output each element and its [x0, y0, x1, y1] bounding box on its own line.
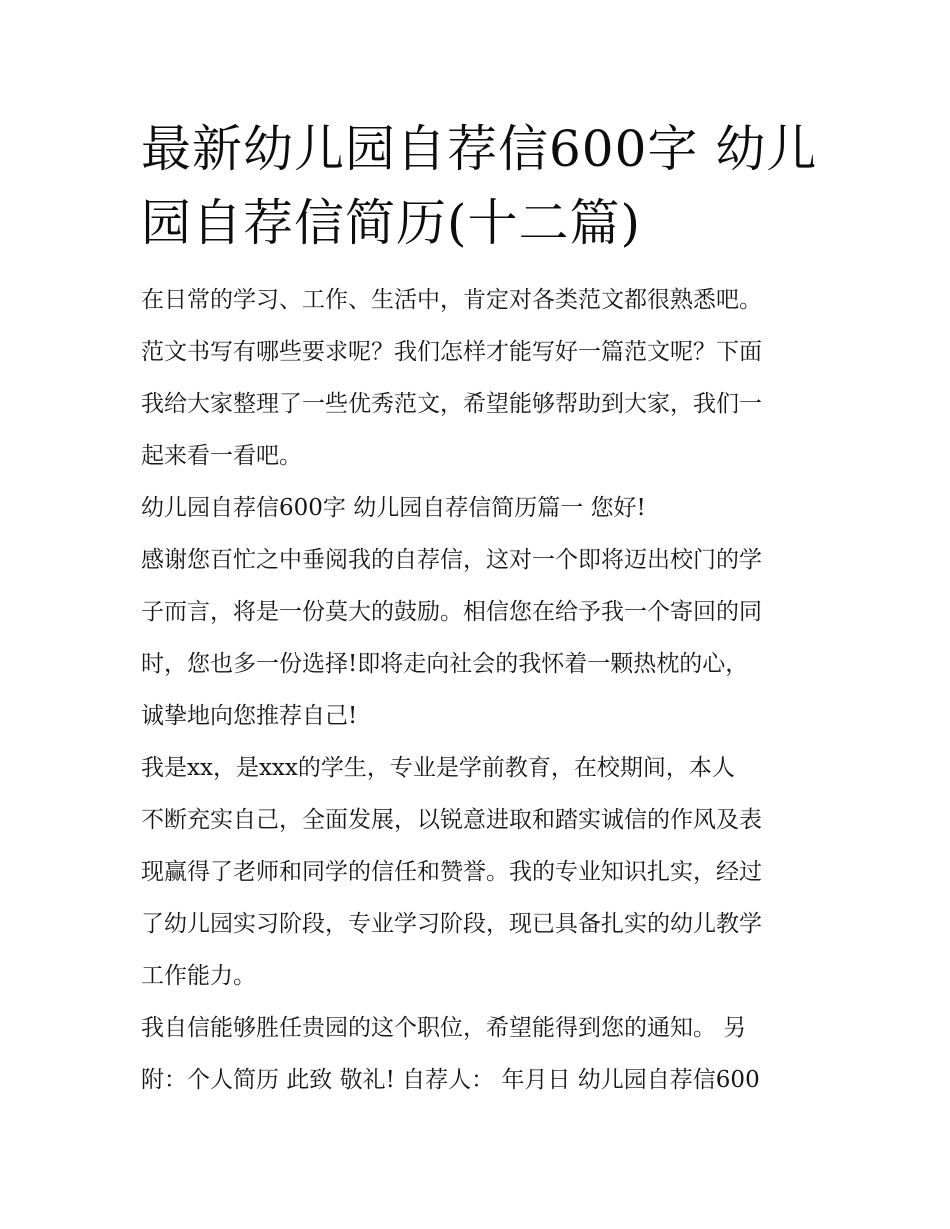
title-line: 园自荐信简历(十二篇) [141, 194, 642, 252]
body-line: 在日常的学习、工作、生活中，肯定对各类范文都很熟悉吧。 [141, 287, 762, 313]
body-line: 子而言，将是一份莫大的鼓励。相信您在给予我一个寄回的同 [141, 599, 762, 625]
body-line: 现赢得了老师和同学的信任和赞誉。我的专业知识扎实，经过 [141, 859, 762, 885]
body-line: 我给大家整理了一些优秀范文，希望能够帮助到大家，我们一 [141, 391, 762, 417]
body-line: 范文书写有哪些要求呢？我们怎样才能写好一篇范文呢？下面 [141, 339, 762, 365]
body-line: 我自信能够胜任贵园的这个职位，希望能得到您的通知。 另 [141, 1015, 747, 1041]
body-line: 感谢您百忙之中垂阅我的自荐信，这对一个即将迈出校门的学 [141, 547, 762, 573]
document-body [141, 274, 821, 1106]
body-line: 不断充实自己，全面发展，以锐意进取和踏实诚信的作风及表 [141, 807, 762, 833]
body-line: 附：个人简历 此致 敬礼! 自荐人： 年月日 幼儿园自荐信600 [141, 1067, 760, 1093]
title-line: 最新幼儿园自荐信600字 幼儿 [141, 120, 818, 178]
body-line: 诚挚地向您推荐自己! [141, 703, 358, 729]
body-line: 时，您也多一份选择!即将走向社会的我怀着一颗热枕的心， [141, 651, 749, 677]
document-title [141, 112, 821, 260]
body-line: 工作能力。 [141, 963, 256, 989]
body-line: 我是xx，是xxx的学生，专业是学前教育，在校期间，本人 [141, 755, 735, 781]
body-line: 了幼儿园实习阶段，专业学习阶段，现已具备扎实的幼儿教学 [141, 911, 762, 937]
body-line: 幼儿园自荐信600字 幼儿园自荐信简历篇一 您好! [141, 495, 646, 521]
body-line: 起来看一看吧。 [141, 443, 302, 469]
